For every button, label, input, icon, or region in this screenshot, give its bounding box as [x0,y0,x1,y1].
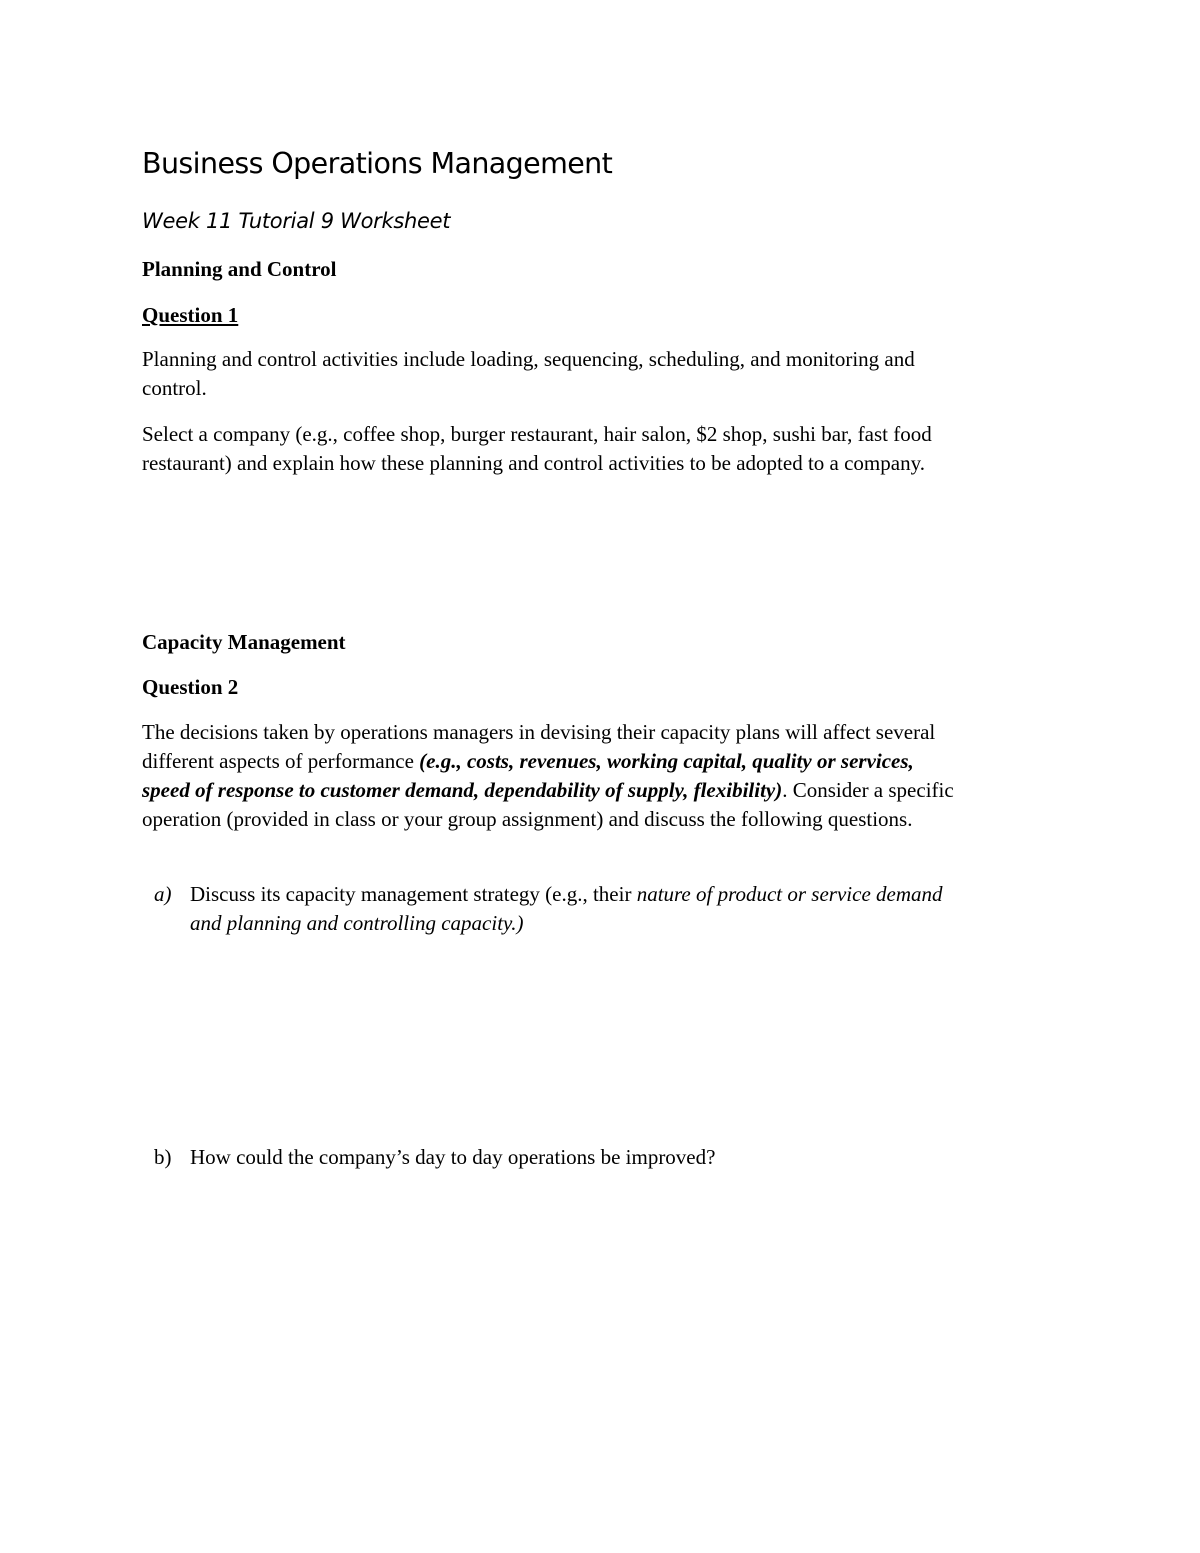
q1-paragraph-line: restaurant) and explain how these planning and control activities to be adopted to a company. [142,451,925,475]
q2-text-plain: . Consider a specific [782,778,954,802]
list-item-a-line [190,880,943,909]
q1-paragraph-line: Planning and control activities include loading, sequencing, scheduling, and monitoring and [142,347,915,371]
list-item-a-line: and planning and controlling capacity.) [190,911,524,935]
question-1-label: Question 1 [142,303,239,327]
section-heading-planning: Planning and Control [142,257,337,281]
list-item-b-text: How could the company’s day to day operations be improved? [190,1145,716,1169]
question-2-label: Question 2 [142,675,239,699]
list-item-a-plain: Discuss its capacity management strategy (e.g., their [190,882,637,906]
q2-paragraph-line [142,747,914,776]
q1-paragraph-line: Select a company (e.g., coffee shop, burger restaurant, hair salon, $2 shop, sushi bar, fast food [142,422,932,446]
list-marker-a: a) [154,882,172,906]
list-item-a-italic: nature of product or service demand [636,882,943,906]
q2-text-emphasis: (e.g., costs, revenues, working capital, quality or services, [419,749,914,773]
q2-paragraph-line [142,776,954,805]
q2-paragraph-line: operation (provided in class or your group assignment) and discuss the following questions. [142,807,913,831]
q1-paragraph-line: control. [142,376,207,400]
document-title: Business Operations Management [142,147,613,180]
document-subtitle: Week 11 Tutorial 9 Worksheet [142,209,451,233]
section-heading-capacity: Capacity Management [142,630,346,654]
q2-paragraph-line: The decisions taken by operations managers in devising their capacity plans will affect several [142,720,936,744]
q2-text-emphasis: speed of response to customer demand, dependability of supply, flexibility) [142,778,783,802]
q2-text-plain: different aspects of performance [142,749,420,773]
list-marker-b: b) [154,1145,172,1169]
